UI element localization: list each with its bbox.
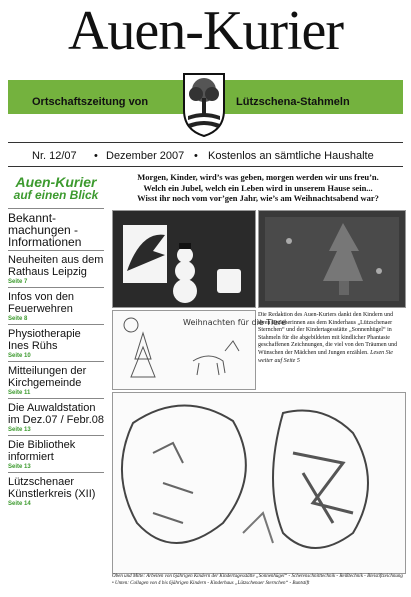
sidebar-heading-title: Auen-Kurier <box>15 174 97 190</box>
sidebar-item[interactable] <box>8 208 104 250</box>
issue-rule <box>8 166 403 167</box>
sidebar-contents <box>8 176 104 509</box>
sidebar-item-title: Physiotherapie Ines Rühs <box>8 328 81 352</box>
sidebar-item-title: Mitteilungen der Kirchgemeinde <box>8 365 87 389</box>
continue-link[interactable]: Lesen Sie weiter auf Seite 5 <box>258 349 393 364</box>
sidebar-item[interactable] <box>8 287 104 324</box>
sidebar-item[interactable] <box>8 250 104 287</box>
town-crest-icon <box>180 70 228 138</box>
sidebar-item-page: Seite 8 <box>8 316 28 322</box>
sidebar-item-title: Die Auwaldstation im Dez.07 / Febr.08 <box>8 402 104 426</box>
sidebar-item-title: Lützschenaer Künstlerkreis (XII) <box>8 476 96 500</box>
sidebar-heading-sub: auf einen Blick <box>13 188 99 202</box>
photo-snowman-cutout <box>112 210 256 308</box>
bullet: • <box>94 150 98 162</box>
drawing-caption: Weihnachten für die Tiere <box>183 318 287 327</box>
lead-line: Welch ein Jubel, welch ein Leben wird in unserem Hause sein... <box>143 182 373 193</box>
lead-line: Morgen, Kinder, wird’s was geben, morgen werden wir uns freu’n. <box>137 172 379 182</box>
sidebar-item-title: Bekannt-machungen - Informationen <box>8 211 82 249</box>
issue-line <box>8 150 403 164</box>
sidebar-item[interactable] <box>8 398 104 435</box>
photo-crayon-collage <box>112 392 406 574</box>
tree-collage-drawing <box>259 211 405 307</box>
top-rule <box>8 142 403 143</box>
sidebar-item-page: Seite 7 <box>8 279 28 285</box>
winter-scene-drawing <box>113 311 287 389</box>
photo-pencil-drawing <box>112 310 287 390</box>
bullet: • <box>194 150 198 162</box>
sidebar-heading <box>8 176 104 202</box>
sidebar-item-title: Neuheiten aus dem Rathaus Leipzig <box>8 254 104 278</box>
masthead-subtitle-right: Lützschena-Stahmeln <box>236 96 350 108</box>
sidebar-item-page: Seite 13 <box>8 427 31 433</box>
sidebar-item-title: Infos von den Feuerwehren <box>8 291 75 315</box>
bottom-caption: Oben und Mitte: Arbeiten von 6jährigen Kindern der Kindertagesstätte „Sonnenhügel“ - Scherenschnitttechnik - Reißtechnik - Bleistiftzeichnung • Unten: Collagen von 4 bis 6jährigen Kindern - Kinderhaus „Lützschenaer Sternchen“ - Buntstift <box>112 574 403 586</box>
sidebar-item-page: Seite 10 <box>8 353 31 359</box>
distribution-note: Kostenlos an sämtliche Haushalte <box>208 150 374 162</box>
sidebar-item-page: Seite 13 <box>8 464 31 470</box>
photo-caption <box>258 312 404 365</box>
sidebar-item[interactable] <box>8 472 104 509</box>
newspaper-title: Auen-Kurier <box>67 0 344 62</box>
sidebar-item-page: Seite 11 <box>8 390 31 396</box>
issue-date: Dezember 2007 <box>106 150 185 162</box>
sidebar-item[interactable] <box>8 435 104 472</box>
photo-collage-tree <box>258 210 406 308</box>
crayon-collage-drawing <box>113 393 405 573</box>
sidebar-item-page: Seite 14 <box>8 501 31 507</box>
masthead-subtitle-left: Ortschaftszeitung von <box>32 96 149 108</box>
issue-number: Nr. 12/07 <box>32 150 77 162</box>
sidebar-item[interactable] <box>8 324 104 361</box>
caption-text: Die Redaktion des Auen-Kuriers dankt den Kindern und ihren Erzieherinnen aus dem Kinderhaus „Lützschenaer Sternchen“ und der Kindertagesstätte „Sonnenhügel“ in Stahmeln für die abgebildeten mit kindlicher Phantasie geschaffenen Zeichnungen, die viel von den Träumen und Wünschen der Mädchen und Jungen erzählen. <box>258 312 398 356</box>
snowman-drawing <box>113 211 255 307</box>
lead-verse <box>112 172 404 204</box>
sidebar-item[interactable] <box>8 361 104 398</box>
lead-line: Wisst ihr noch vom vor’gen Jahr, wie’s am Weihnachtsabend war? <box>137 193 379 203</box>
sidebar-item-title: Die Bibliothek informiert <box>8 439 76 463</box>
